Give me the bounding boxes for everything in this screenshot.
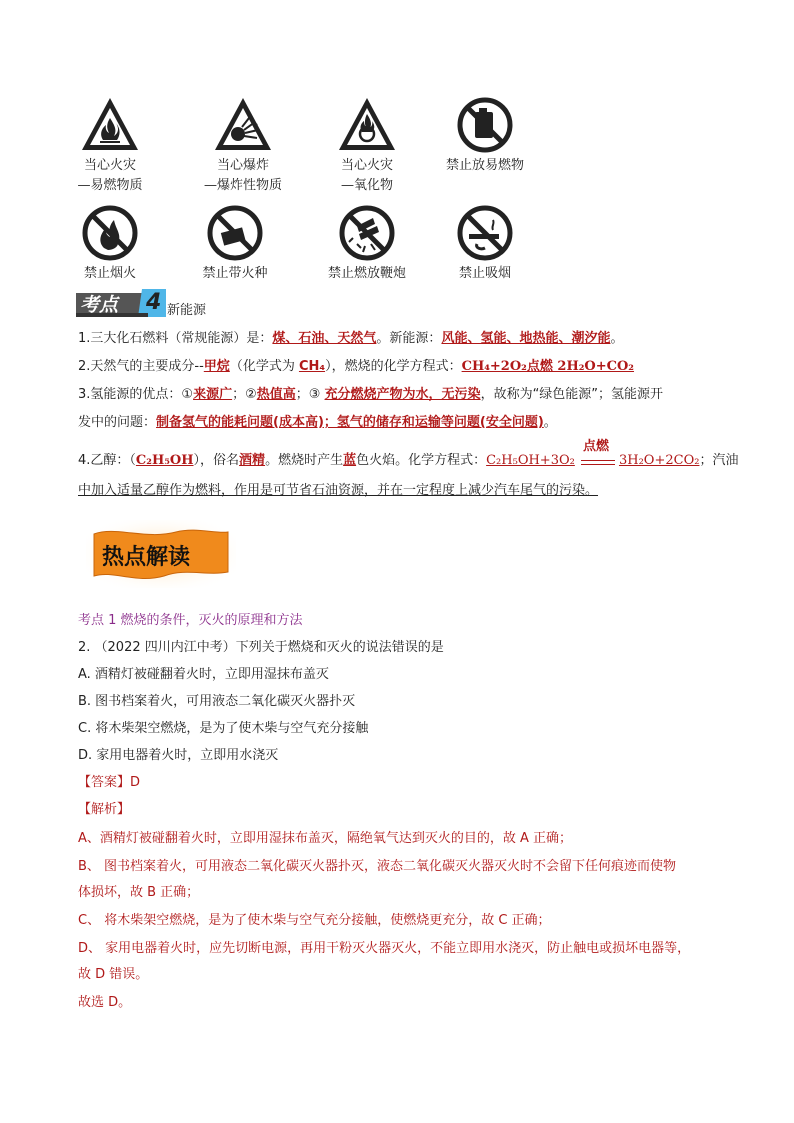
- no-firecrackers-icon: [337, 204, 397, 262]
- line-natural-gas: 2.天然气的主要成分--甲烷（化学式为 CH₄），燃烧的化学方程式：CH₄+2O₂点燃 2H₂O+CO₂: [78, 359, 635, 374]
- analysis-label: 【解析】: [78, 802, 131, 817]
- sign-no-smoking: [420, 204, 550, 282]
- line-hydrogen-advantages: 3.氢能源的优点：①来源广；②热值高；③ 充分燃烧产物为水，无污染，故称为“绿色能源”；氢能源开: [78, 387, 664, 402]
- sign-explosive: [178, 96, 308, 194]
- sign-no-fire: [45, 204, 175, 282]
- sign-no-flammables: [420, 96, 550, 174]
- topic-heading: 考点 1 燃烧的条件，灭火的原理和方法: [78, 613, 303, 628]
- sign-caption: 当心火灾: [340, 158, 393, 173]
- option-b: B. 图书档案着火，可用液态二氧化碳灭火器扑灭: [78, 694, 356, 709]
- badge-number: 4: [146, 290, 162, 315]
- analysis-line: D、 家用电器着火时，应先切断电源，再用干粉灭火器灭火，不能立即用水浇灭，防止触电或损坏电器等，: [78, 941, 691, 956]
- no-smoking-icon: [455, 204, 515, 262]
- analysis-line: A、酒精灯被碰翻着火时，立即用湿抹布盖灭，隔绝氧气达到灭火的目的，故 A 正确；: [78, 831, 573, 846]
- sign-caption: 当心火灾: [83, 158, 136, 173]
- sign-caption: —氧化物: [340, 178, 393, 193]
- no-open-flame-icon: [80, 204, 140, 262]
- sign-caption: 禁止放易燃物: [445, 158, 524, 173]
- answer: 【答案】D: [78, 775, 141, 790]
- analysis-line: C、 将木柴架空燃烧，是为了使木柴与空气充分接触，使燃烧更充分，故 C 正确；: [78, 913, 551, 928]
- section-title: 新能源: [167, 303, 207, 318]
- oxidizer-warning-icon: [337, 96, 397, 154]
- hot-topic-banner: [86, 520, 236, 588]
- analysis-line: 体损坏，故 B 正确；: [78, 885, 200, 900]
- line-hydrogen-problems: 发中的问题：制备氢气的能耗问题(成本高)；氢气的储存和运输等问题(安全问题)。: [78, 415, 557, 430]
- option-d: D. 家用电器着火时，立即用水浇灭: [78, 748, 279, 763]
- sign-no-kindling: [170, 204, 300, 282]
- hot-topic-title: 热点解读: [102, 545, 191, 570]
- sign-caption: 当心爆炸: [216, 158, 269, 173]
- sign-caption: 禁止带火种: [202, 266, 268, 281]
- sign-caption: 禁止烟火: [83, 266, 136, 281]
- option-c: C. 将木柴架空燃烧，是为了使木柴与空气充分接触: [78, 721, 369, 736]
- line-fossil-fuels: 1.三大化石燃料（常规能源）是：煤、石油、天然气。新能源：风能、氢能、地热能、潮汐能。: [78, 331, 624, 346]
- analysis-line: 故 D 错误。: [78, 967, 149, 982]
- no-kindling-icon: [205, 204, 265, 262]
- explosive-warning-icon: [213, 96, 273, 154]
- analysis-line: B、 图书档案着火，可用液态二氧化碳灭火器扑灭，液态二氧化碳灭火器灭火时不会留下任何痕迹而使物: [78, 859, 677, 874]
- sign-caption: —爆炸性物质: [203, 178, 282, 193]
- section-badge: [76, 289, 167, 319]
- option-a: A. 酒精灯被碰翻着火时，立即用湿抹布盖灭: [78, 667, 329, 682]
- badge-text: 考点: [80, 294, 119, 316]
- flammable-warning-icon: [80, 96, 140, 154]
- no-flammables-icon: [455, 96, 515, 154]
- analysis-line: 故选 D。: [78, 995, 132, 1010]
- sign-no-firecrackers: [302, 204, 432, 282]
- line-ethanol: 4.乙醇：（C₂H₅OH），俗名酒精。燃烧时产生蓝色火焰。化学方程式：C₂H₅OH+3O₂ 点燃 3H₂O+2CO₂；汽油: [78, 450, 728, 472]
- line-ethanol-use: 中加入适量乙醇作为燃料，作用是可节省石油资源，并在一定程度上减少汽车尾气的污染。: [78, 483, 599, 498]
- sign-caption: 禁止燃放鞭炮: [327, 266, 406, 281]
- sign-oxidizer: [302, 96, 432, 194]
- sign-caption: —易燃物质: [77, 178, 143, 193]
- question-stem: 2. （2022 四川内江中考）下列关于燃烧和灭火的说法错误的是: [78, 640, 444, 655]
- reaction-condition: 点燃: [582, 439, 609, 454]
- sign-flammable: [45, 96, 175, 194]
- sign-caption: 禁止吸烟: [458, 266, 511, 281]
